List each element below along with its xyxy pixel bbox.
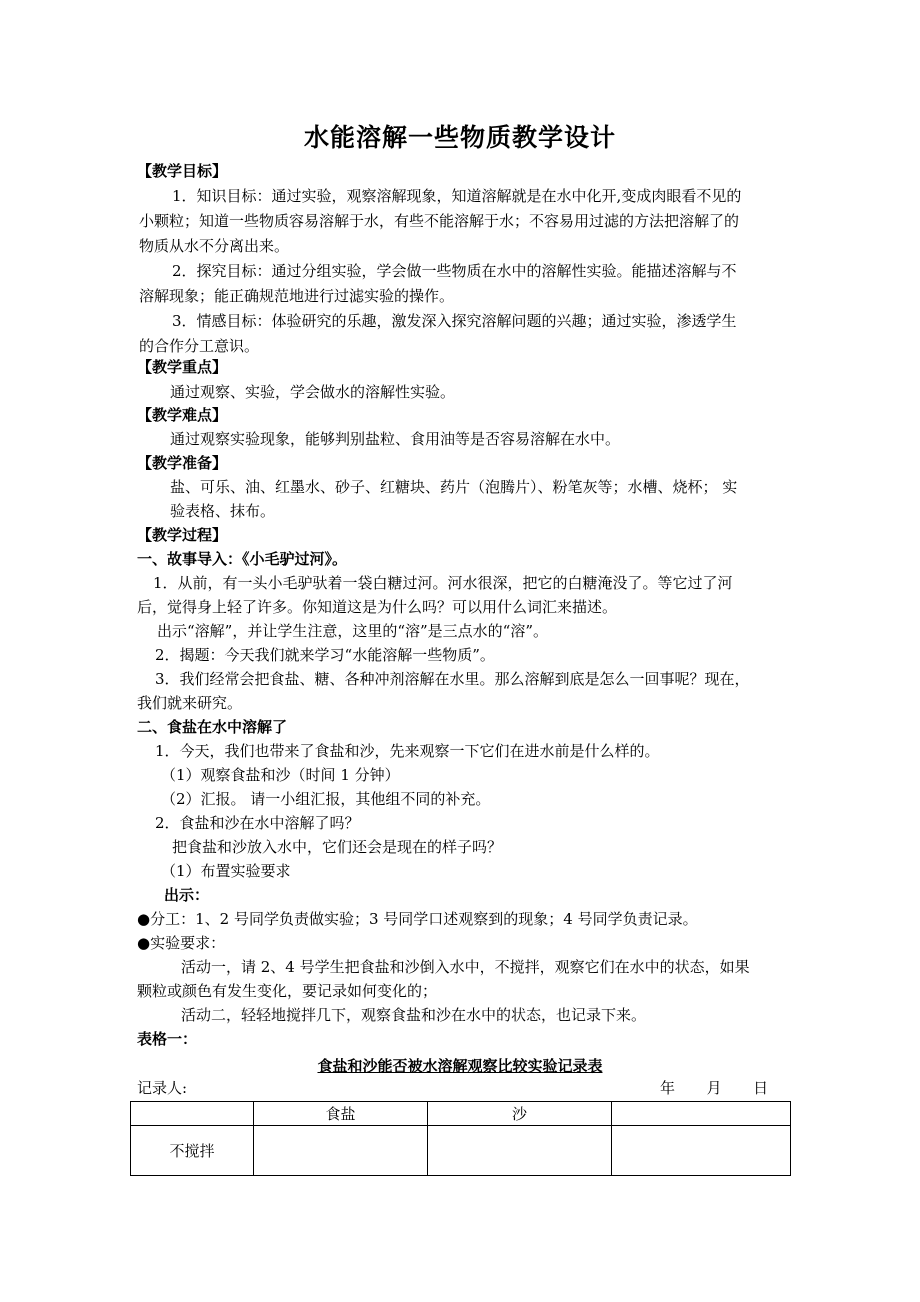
section-2-line-9: ●实验要求： xyxy=(137,934,226,952)
goal-2-line-2: 溶解现象；能正确规范地进行过滤实验的操作。 xyxy=(139,287,455,305)
focus-text: 通过观察、实验，学会做水的溶解性实验。 xyxy=(170,383,456,401)
table-row xyxy=(131,1126,791,1176)
cell-extra-no-stir[interactable] xyxy=(612,1126,791,1176)
section-2-line-3: （2）汇报。 请一小组汇报，其他组不同的补充。 xyxy=(161,790,491,808)
date-field xyxy=(660,1078,768,1098)
process-heading: 【教学过程】 xyxy=(137,526,228,544)
section-2-line-11: 颗粒或颜色有发生变化，要记录如何变化的； xyxy=(137,982,438,1000)
section-1-line-2: 后，觉得身上轻了许多。你知道这是为什么吗？可以用什么词汇来描述。 xyxy=(137,598,618,616)
table-header-row xyxy=(131,1102,791,1126)
recorder-label: 记录人: xyxy=(137,1079,188,1097)
cell-salt-no-stir[interactable] xyxy=(254,1126,428,1176)
goal-3-line-2: 的合作分工意识。 xyxy=(139,337,260,355)
page-title: 水能溶解一些物质教学设计 xyxy=(303,123,616,152)
goal-3-line-1: 3．情感目标：体验研究的乐趣，激发深入探究溶解问题的兴趣；通过实验，渗透学生 xyxy=(172,312,737,330)
section-1-line-4: 2．揭题：今天我们就来学习“水能溶解一些物质”。 xyxy=(155,646,495,664)
table-label: 表格一： xyxy=(137,1030,198,1048)
date-year: 年 xyxy=(660,1079,676,1097)
date-month: 月 xyxy=(706,1079,722,1097)
section-2-line-5: 把食盐和沙放入水中，它们还会是现在的样子吗？ xyxy=(172,838,503,856)
difficulty-heading: 【教学难点】 xyxy=(137,406,228,424)
row-label-no-stir: 不搅拌 xyxy=(131,1126,254,1176)
section-2-line-7: 出示： xyxy=(164,886,210,904)
prep-line-2: 验表格、抹布。 xyxy=(170,502,276,520)
difficulty-text: 通过观察实验现象，能够判别盐粒、食用油等是否容易溶解在水中。 xyxy=(170,430,621,448)
section-2-line-8: ●分工：1、2 号同学负责做实验；3 号同学口述观察到的现象；4 号同学负责记录。 xyxy=(137,910,698,928)
focus-heading: 【教学重点】 xyxy=(137,358,228,376)
section-2-line-2: （1）观察食盐和沙（时间 1 分钟） xyxy=(161,766,400,784)
header-cell xyxy=(131,1102,254,1126)
cell-sand-no-stir[interactable] xyxy=(428,1126,612,1176)
section-1-title: 一、故事导入：《小毛驴过河》。 xyxy=(137,550,348,568)
section-2-title: 二、食盐在水中溶解了 xyxy=(137,718,288,736)
record-table xyxy=(130,1101,791,1176)
section-1-line-3: 出示“溶解”，并让学生注意，这里的“溶”是三点水的“溶”。 xyxy=(157,622,549,640)
section-1-line-5: 3．我们经常会把食盐、糖、各种冲剂溶解在水里。那么溶解到底是怎么一回事呢？现在， xyxy=(155,670,750,688)
prep-heading: 【教学准备】 xyxy=(137,454,228,472)
section-2-line-10: 活动一，请 2、4 号学生把食盐和沙倒入水中，不搅拌，观察它们在水中的状态，如果 xyxy=(181,958,750,976)
prep-line-1: 盐、可乐、油、红墨水、砂子、红糖块、药片（泡腾片）、粉笔灰等；水槽、烧杯； 实 xyxy=(170,478,738,496)
header-cell xyxy=(612,1102,791,1126)
section-2-line-4: 2．食盐和沙在水中溶解了吗？ xyxy=(155,814,360,832)
goals-heading: 【教学目标】 xyxy=(137,162,228,180)
table-caption: 食盐和沙能否被水溶解观察比较实验记录表 xyxy=(317,1057,603,1075)
goal-1-line-2: 小颗粒；知道一些物质容易溶解于水，有些不能溶解于水；不容易用过滤的方法把溶解了的 xyxy=(139,212,740,230)
header-cell-salt: 食盐 xyxy=(254,1102,428,1126)
section-1-line-1: 1．从前，有一头小毛驴驮着一袋白糖过河。河水很深，把它的白糖淹没了。等它过了河 xyxy=(153,574,733,592)
section-2-line-6: （1）布置实验要求 xyxy=(161,862,291,880)
goal-2-line-1: 2．探究目标：通过分组实验，学会做一些物质在水中的溶解性实验。能描述溶解与不 xyxy=(172,262,737,280)
section-2-line-1: 1．今天，我们也带来了食盐和沙，先来观察一下它们在进水前是什么样的。 xyxy=(155,742,660,760)
section-2-line-12: 活动二，轻轻地搅拌几下，观察食盐和沙在水中的状态，也记录下来。 xyxy=(181,1006,647,1024)
section-1-line-6: 我们就来研究。 xyxy=(137,694,243,712)
date-day: 日 xyxy=(753,1079,769,1097)
goal-1-line-1: 1．知识目标：通过实验，观察溶解现象，知道溶解就是在水中化开,变成肉眼看不见的 xyxy=(172,187,742,205)
goal-1-line-3: 物质从水不分离出来。 xyxy=(139,237,290,255)
header-cell-sand: 沙 xyxy=(428,1102,612,1126)
